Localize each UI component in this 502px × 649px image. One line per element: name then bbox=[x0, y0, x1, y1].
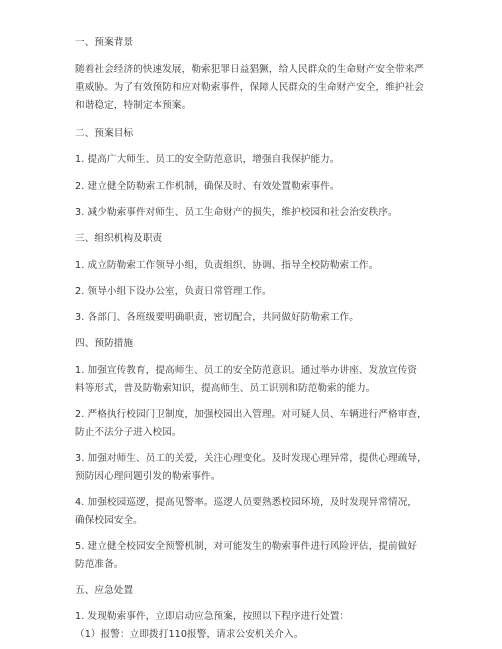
list-item: （1）报警：立即拨打110报警，请求公安机关介入。 bbox=[75, 629, 304, 640]
section-heading-5: 五、应急处置 bbox=[75, 584, 134, 596]
paragraph-line: 预防因心理问题引发的勒索事件。 bbox=[75, 471, 221, 483]
paragraph-line: 防止不法分子进入校园。 bbox=[75, 426, 182, 438]
list-item: 5. 建立健全校园安全预警机制，对可能发生的勒索事件进行风险评估，提前做好 bbox=[75, 541, 418, 553]
paragraph-line: 料等形式，普及防勒索知识，提高师生、员工识别和防范勒索的能力。 bbox=[75, 382, 376, 394]
list-item: 1. 成立防勒索工作领导小组，负责组织、协调、指导全校防勒索工作。 bbox=[75, 259, 379, 271]
list-item: 1. 发现勒索事件，立即启动应急预案，按照以下程序进行处置： bbox=[75, 611, 350, 623]
list-item: 2. 严格执行校园门卫制度，加强校园出入管理。对可疑人员、车辆进行严格审查， bbox=[75, 409, 427, 420]
list-item: 3. 加强对师生、员工的关爱，关注心理变化。及时发现心理异常，提供心理疏导， bbox=[75, 453, 427, 465]
paragraph-line: 重威胁。为了有效预防和应对勒索事件，保障人民群众的生命财产安全，维护社会 bbox=[75, 82, 424, 94]
list-item: 3. 各部门、各班级要明确职责，密切配合，共同做好防勒索工作。 bbox=[75, 311, 359, 323]
section-heading-4: 四、预防措施 bbox=[75, 338, 134, 350]
list-item: 3. 减少勒索事件对师生、员工生命财产的损失，维护校园和社会治安秩序。 bbox=[75, 206, 398, 218]
paragraph-line: 防范准备。 bbox=[75, 559, 124, 571]
list-item: 1. 加强宣传教育，提高师生、员工的安全防范意识。通过举办讲座、发放宣传资 bbox=[75, 364, 418, 376]
section-heading-3: 三、组织机构及职责 bbox=[75, 233, 163, 245]
section-heading-1: 一、预案背景 bbox=[75, 37, 134, 48]
section-heading-2: 二、预案目标 bbox=[75, 127, 134, 139]
list-item: 4. 加强校园巡逻，提高见警率。巡逻人员要熟悉校园环境，及时发现异常情况， bbox=[75, 496, 418, 508]
paragraph-line: 和谐稳定，特制定本预案。 bbox=[75, 100, 192, 112]
list-item: 2. 领导小组下设办公室，负责日常管理工作。 bbox=[75, 286, 272, 298]
list-item: 2. 建立健全防勒索工作机制，确保及时、有效处置勒索事件。 bbox=[75, 180, 340, 192]
paragraph-line: 确保校园安全。 bbox=[75, 514, 143, 526]
list-item: 1. 提高广大师生、员工的安全防范意识，增强自我保护能力。 bbox=[75, 154, 340, 166]
paragraph-line: 随着社会经济的快速发展，勒索犯罪日益猖獗，给人民群众的生命财产安全带来严 bbox=[75, 64, 424, 76]
